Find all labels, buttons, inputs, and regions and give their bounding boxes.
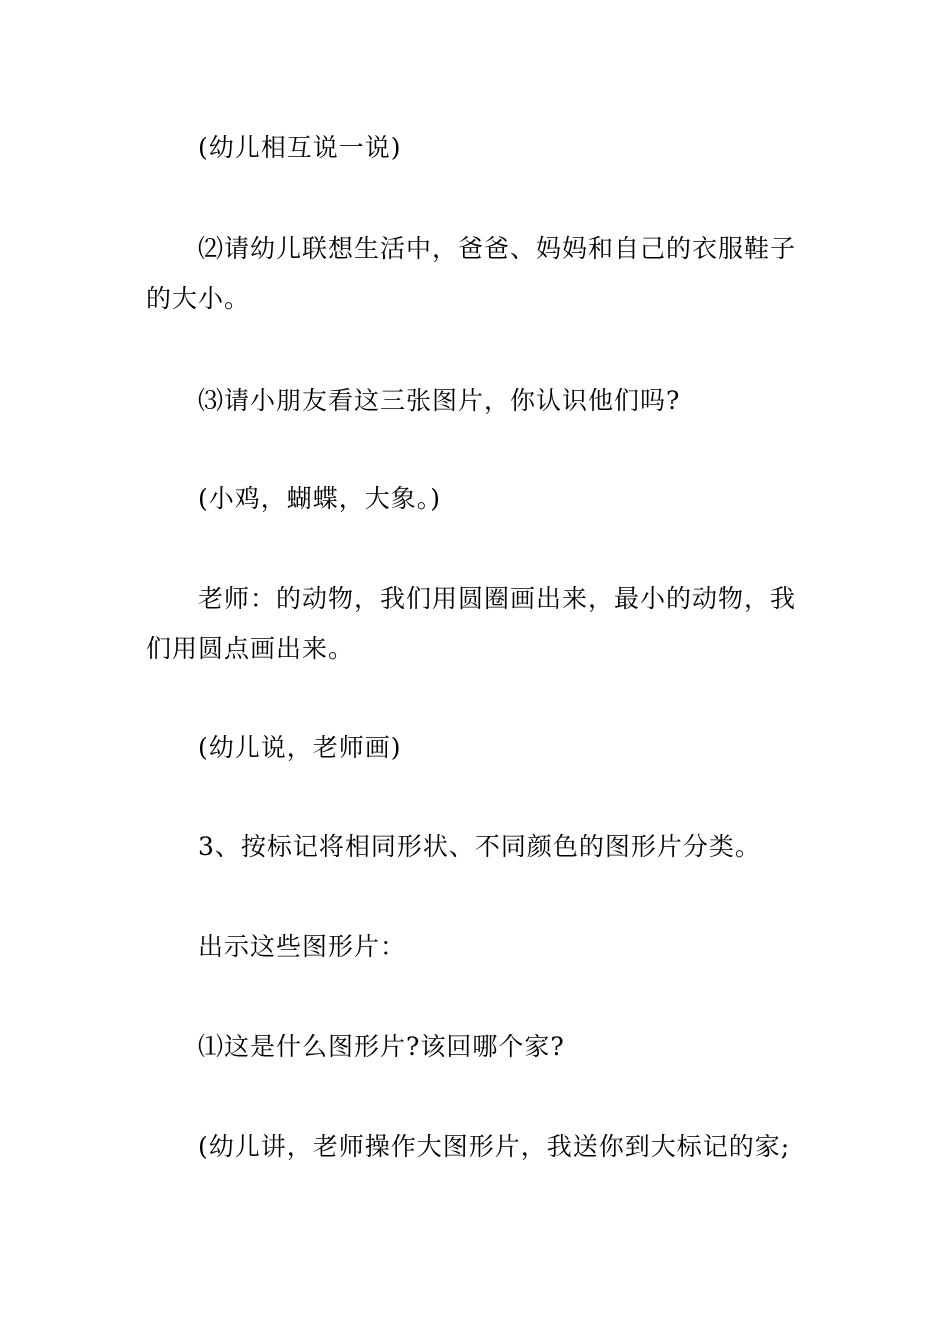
paragraph-step-1-question: ⑴这是什么图形片?该回哪个家?: [198, 1032, 565, 1061]
paragraph-children-explain: (幼儿讲，老师操作大图形片，我送你到大标记的家;: [198, 1132, 791, 1161]
paragraph-step-2-clothes-sizes: ⑵请幼儿联想生活中，爸爸、妈妈和自己的衣服鞋子的大小。: [146, 234, 797, 313]
paragraph-teacher-instruction: 老师：的动物，我们用圆圈画出来，最小的动物，我们用圆点画出来。: [146, 584, 797, 663]
paragraph-show-shape-cards: 出示这些图形片：: [198, 932, 407, 961]
paragraph-step-3-three-pictures: ⑶请小朋友看这三张图片，你认识他们吗?: [198, 386, 681, 415]
paragraph-children-discuss: (幼儿相互说一说): [198, 133, 402, 162]
paragraph-children-say: (幼儿说，老师画): [198, 733, 402, 762]
paragraph-section-3-heading: 3、按标记将相同形状、不同颜色的图形片分类。: [198, 832, 761, 861]
paragraph-animals-list: (小鸡，蝴蝶，大象。): [198, 484, 442, 513]
